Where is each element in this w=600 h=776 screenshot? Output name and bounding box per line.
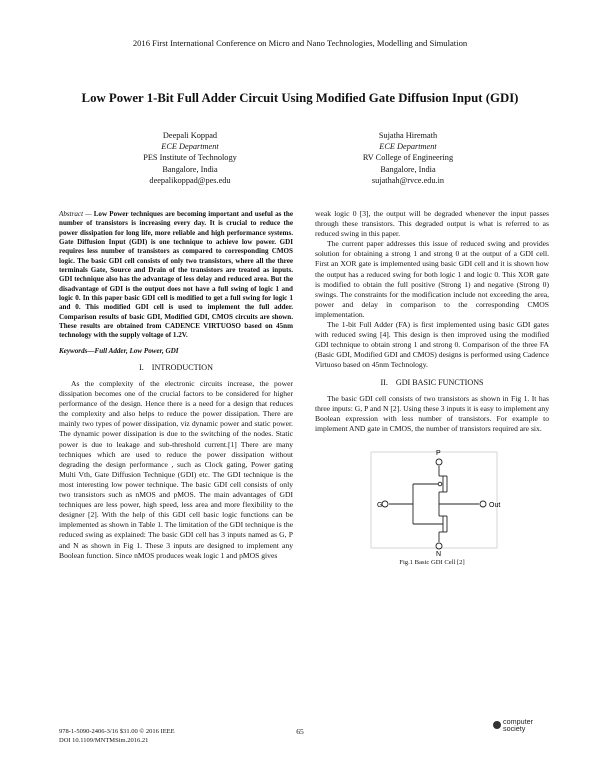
abstract-text: Low Power techniques are becoming important and useful as the number of transistors is increasing every day. It is crucial to reduce the power dissipation for long life, more reliable and high performance systems. Gate Diffusion Input (GDI) is one technique to achieve low power. GDI requires less number of transistors as compared to corresponding CMOS logic. The basic GDI cell consists of only two transistors, where all the three terminals Gate, Source and Drain of the transistors are treated as inputs. GDI technique also has the advantage of less delay and reduced area. But the disadvantage of GDI is the output does not have a full swing of logic 1 and logic 0. In this paper basic GDI cell is modified to get a full swing for logic 1 and 0. This modified GDI cell is used to implement the full adder. Comparison results of basic GDI, Modified GDI, CMOS circuits are shown. These results are obtained from CADENCE VIRTUOSO based on 45nm technology with the supply voltage of 1.2V. <box>59 210 293 340</box>
paragraph-continued: weak logic 0 [3], the output will be degraded whenever the input passes through these transistors. This degraded output is what is referred to as reduced swing in this paper. <box>315 209 549 239</box>
figure-frame <box>371 449 497 548</box>
author-location: Bangalore, India <box>380 164 436 174</box>
section-heading-introduction <box>59 363 293 373</box>
author-department: ECE Department <box>161 142 219 152</box>
logo-line-2: society <box>503 724 526 734</box>
section-title: GDI BASIC FUNCTIONS <box>395 377 484 387</box>
label-out: Out <box>489 501 501 509</box>
gdi-cell-schematic <box>315 446 549 556</box>
logo-mark-icon <box>493 721 501 729</box>
label-n: N <box>436 550 442 556</box>
author-block-1 <box>90 130 290 186</box>
author-institution: PES Institute of Technology <box>143 153 237 163</box>
paper-title: Low Power 1-Bit Full Adder Circuit Using Modified Gate Diffusion Input (GDI) <box>81 91 519 105</box>
logo-text <box>503 718 533 732</box>
label-g: G <box>377 501 383 509</box>
footer-doi[interactable]: DOI 10.1109/MNTMSim.2016.21 <box>59 737 149 744</box>
author-email[interactable]: sujathah@rvce.edu.in <box>371 175 445 185</box>
abstract-lead: Abstract — <box>59 210 92 218</box>
terminal-out <box>480 501 486 507</box>
section-number: I. <box>139 362 144 372</box>
author-name: Deepali Koppad <box>162 131 218 140</box>
conference-header: 2016 First International Conference on Micro and Nano Technologies, Modelling and Simulation <box>132 38 468 48</box>
author-location: Bangalore, India <box>162 164 218 174</box>
abstract <box>59 210 293 341</box>
section-number: II. <box>380 377 388 387</box>
page-number: 65 <box>296 727 304 736</box>
computer-society-logo <box>493 718 533 732</box>
logo-line-1: computer <box>503 717 533 726</box>
left-column <box>59 210 293 561</box>
section-heading-gdi-basic-functions <box>315 378 549 388</box>
paragraph-current-paper: The current paper addresses this issue of reduced swing and provides solution for obtaining a strong 1 and strong 0 at the output of a GDI cell. First an XOR gate is implemented using basic GDI cell and it is shown how the output has a reduced swing for both logic 1 and logic 0. This XOR gate is modified to obtain the full positive (Strong 1) and negative (Strong 0) swings. The constraints for the modification include not exceeding the area, power and delay in comparison to the corresponding CMOS implementation. <box>315 239 549 319</box>
author-name: Sujatha Hiremath <box>378 131 438 140</box>
footer-isbn: 978-1-5090-2406-3/16 $31.00 © 2016 IEEE <box>59 728 175 735</box>
paragraph-full-adder: The 1-bit Full Adder (FA) is first implemented using basic GDI gates with reduced swing [4]. This design is then improved using the modified GDI technique to obtain strong 1 and strong 0. Comparison of the three FA (Basic GDI, Modified GDI and CMOS) designs is performed using Cadence Virtuoso based on 45nm Technology. <box>315 320 549 370</box>
figure-basic-gdi-cell <box>315 446 549 556</box>
paragraph-intro-1: As the complexity of the electronic circuits increase, the power dissipation becomes one of the crucial factors to be considered for higher performance of the design. Hence there is a need for a design that reduces the complexity and also helps to reduce the power dissipation. There are mainly two types of power dissipation, viz dynamic power and static power. The dynamic power dissipation is due to the switching of the nodes. Static power is due to leakage and sub-threshold current.[1] There are many techniques which are used to reduce the power dissipation without degrading the design performance , such as Clock gating, Power gating Multi Vth, Gate Diffusion Technique (GDI) etc. The GDI technique is the most interesting low power technique. The basic GDI cell consists of only two transistors such as nMOS and pMOS. The main advantages of GDI techniques are less power, high speed, less area and more flexibility to the designer [2]. With the help of this GDI cell basic logic functions can be implemented as shown in Table 1. The limitation of the GDI technique is the reduced swing as explained: The basic GDI cell has 3 inputs named as G, P and N as shown in Fig 1. These 3 inputs are designed to implement any Boolean function. Since nMOS produces weak logic 1 and pMOS gives <box>59 379 293 560</box>
right-column <box>315 209 549 568</box>
keywords: Keywords—Full Adder, Low Power, GDI <box>59 346 179 355</box>
author-department: ECE Department <box>379 142 437 152</box>
author-block-2 <box>308 130 508 186</box>
paragraph-gdi-basic: The basic GDI cell consists of two transistors as shown in Fig 1. It has three inputs: G, P and N [2]. Using these 3 inputs it is easy to implement any Boolean expression with less number of transistors. For example to implement AND gate in CMOS, the number of transistors required are six. <box>315 393 549 433</box>
terminal-g <box>382 501 388 507</box>
figure-caption: Fig.1 Basic GDI Cell [2] <box>399 558 465 566</box>
author-institution: RV College of Engineering <box>362 153 454 163</box>
author-email[interactable]: deepalikoppad@pes.edu <box>149 175 231 185</box>
label-p: P <box>436 449 441 457</box>
terminal-n <box>436 543 442 549</box>
pmos-bubble <box>438 482 442 486</box>
terminal-p <box>436 459 442 465</box>
section-title: INTRODUCTION <box>151 362 213 372</box>
